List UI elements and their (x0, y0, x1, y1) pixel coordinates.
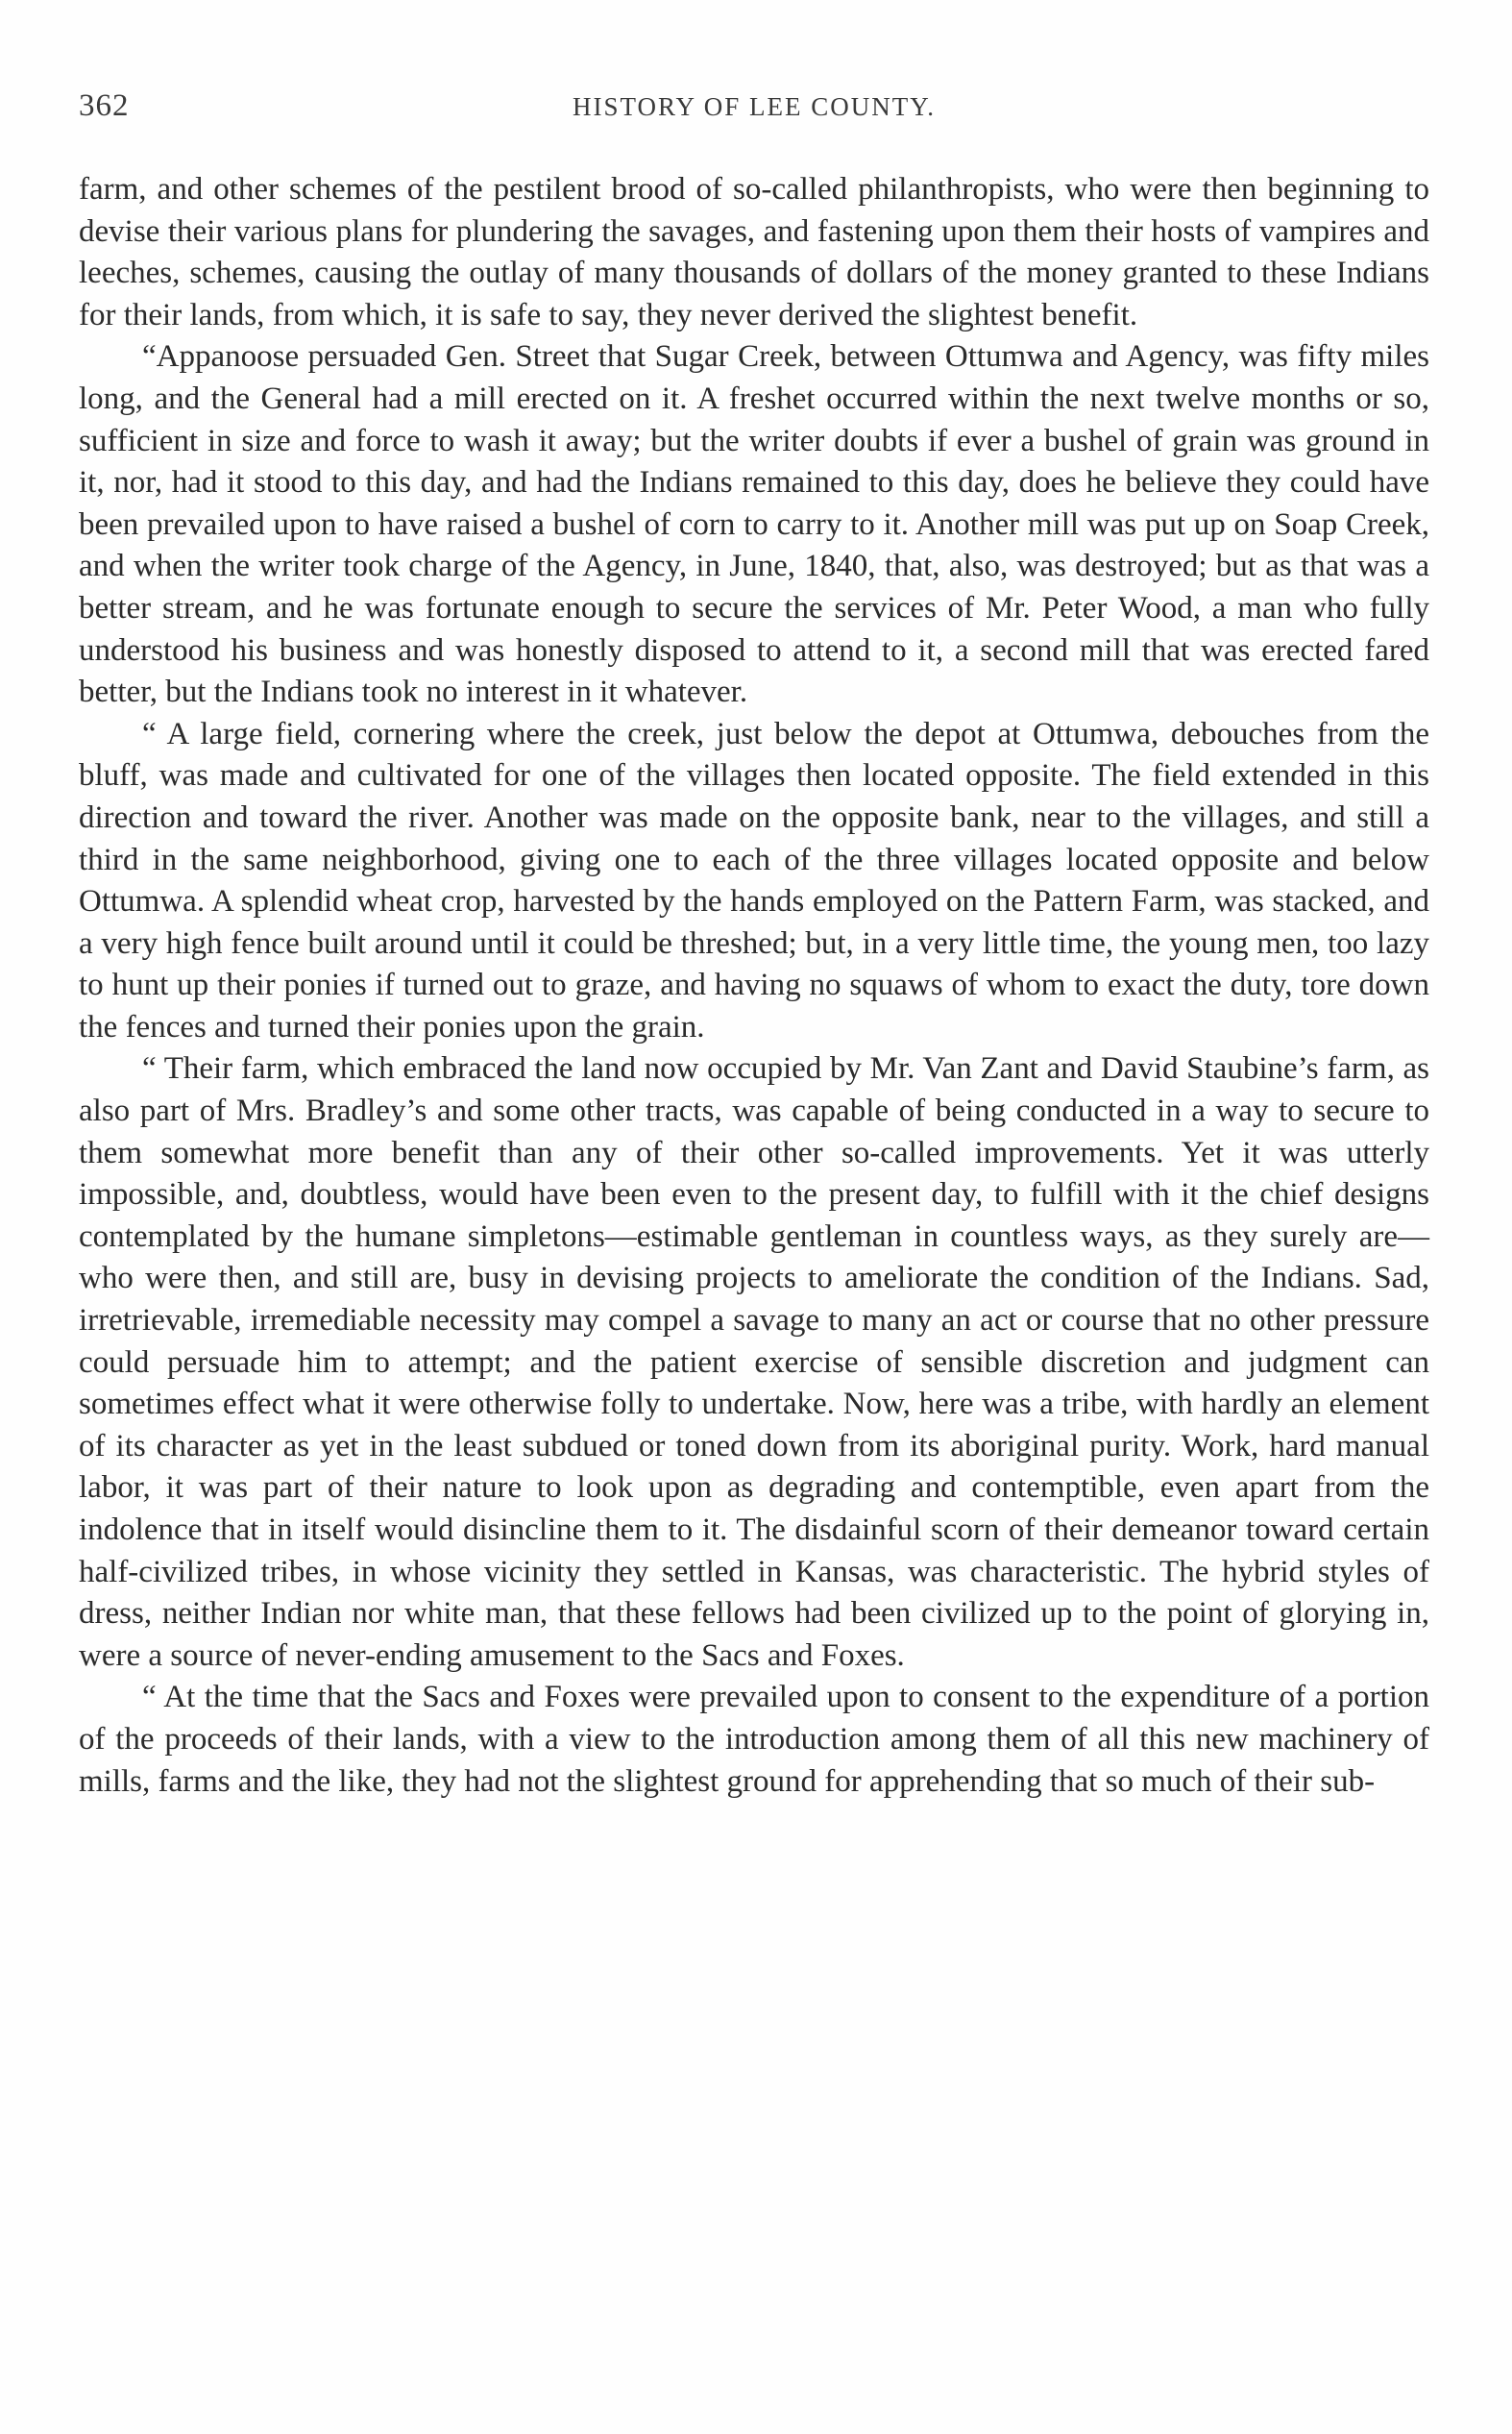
paragraph: “ A large field, cornering where the creek, just below the depot at Ottumwa, debouches from the bluff, was made and cultivated for one of the villages then located opposite. The field extended in this direction and toward the river. Another was made on the opposite bank, near to the villages, and still a third in the same neighborhood, giving one to each of the three villages located opposite and below Ottumwa. A splendid wheat crop, harvested by the hands employed on the Pattern Farm, was stacked, and a very high fence built around until it could be threshed; but, in a very little time, the young men, too lazy to hunt up their ponies if turned out to graze, and having no squaws of whom to exact the duty, tore down the fences and turned their ponies upon the grain. (79, 716, 1429, 1045)
page-number: 362 (79, 88, 130, 123)
paragraph: “ At the time that the Sacs and Foxes were prevailed upon to consent to the expenditure of a portion of the proceeds of their lands, with a view to the introduction among them of all this new machinery of mills, farms and the like, they had not the slightest ground for apprehending that so much of their sub- (79, 1680, 1429, 1799)
running-head: HISTORY OF LEE COUNTY. (572, 92, 937, 121)
paragraph: farm, and other schemes of the pestilent brood of so-called philanthropists, who were then beginning to devise their various plans for plundering the savages, and fastening upon them their hosts of vampires and leeches, schemes, causing the outlay of many thousands of dollars of the money granted to these Indians for their lands, from which, it is safe to say, they never derived the slightest benefit. (79, 172, 1429, 332)
paragraph: “ Their farm, which embraced the land now occupied by Mr. Van Zant and David Staubine’s farm, as also part of Mrs. Bradley’s and some other tracts, was capable of being conducted in a way to secure to them somewhat more benefit than any of their other so-called improvements. Yet it was utterly impossible, and, doubtless, would have been even to the present day, to fulfill with it the chief designs contemplated by the humane simpletons—estimable gentleman in countless ways, as they surely are—who were then, and still are, busy in devising projects to ameliorate the condition of the Indians. Sad, irretrievable, irremediable necessity may compel a savage to many an act or course that no other pressure could persuade him to attempt; and the patient exercise of sensible discretion and judgment can sometimes effect what it were otherwise folly to undertake. Now, here was a tribe, with hardly an element of its character as yet in the least subdued or toned down from its aboriginal purity. Work, hard manual labor, it was part of their nature to look upon as degrading and contemptible, even apart from the indolence that in itself would disincline them to it. The disdainful scorn of their demeanor toward certain half-civilized tribes, in whose vicinity they settled in Kansas, was characteristic. The hybrid styles of dress, neither Indian nor white man, that these fellows had been civilized up to the point of glorying in, were a source of never-ending amusement to the Sacs and Foxes. (79, 1051, 1429, 1673)
page-header (79, 88, 1429, 136)
body-text (79, 169, 1429, 1803)
paragraph: “Appanoose persuaded Gen. Street that Sugar Creek, between Ottumwa and Agency, was fifty miles long, and the General had a mill erected on it. A freshet occurred within the next twelve months or so, sufficient in size and force to wash it away; but the writer doubts if ever a bushel of grain was ground in it, nor, had it stood to this day, and had the Indians remained to this day, does he believe they could have been prevailed upon to have raised a bushel of corn to carry to it. Another mill was put up on Soap Creek, and when the writer took charge of the Agency, in June, 1840, that, also, was destroyed; but as that was a better stream, and he was fortunate enough to secure the services of Mr. Peter Wood, a man who fully understood his business and was honestly disposed to attend to it, a second mill that was erected fared better, but the Indians took no interest in it whatever. (79, 339, 1429, 710)
